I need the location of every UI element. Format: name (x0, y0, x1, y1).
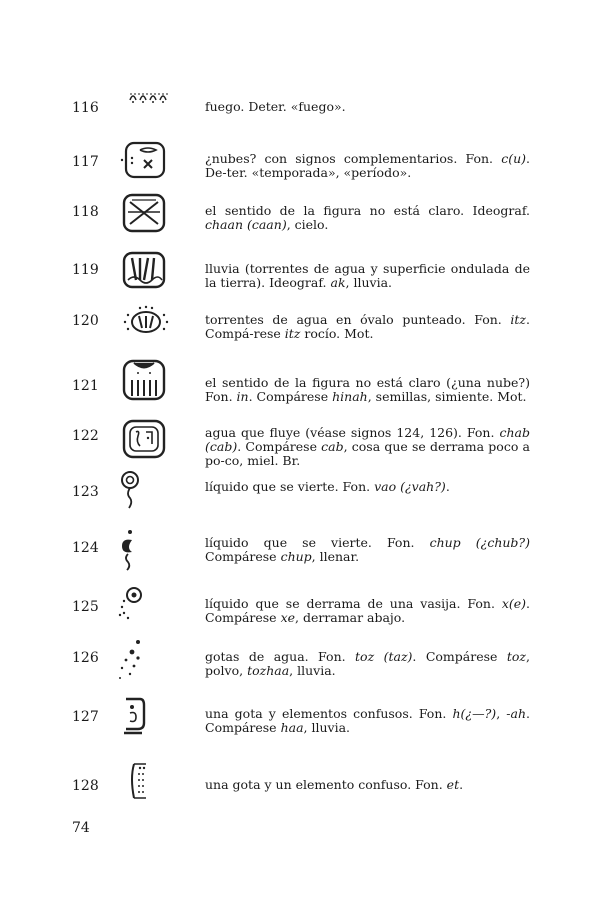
entry-number: 118 (72, 204, 99, 220)
entry-text: una gota y un elemento confuso. Fon. et. (205, 777, 464, 792)
drop-element-glyph-icon (126, 758, 186, 804)
entry-text: líquido que se vierte. Fon. chup (¿chub?) Compárese chup, llenar. (205, 535, 530, 564)
entry-text: líquido que se vierte. Fon. vao (¿vah?). (205, 479, 450, 494)
entry-text: el sentido de la figura no está claro. Ideograf. chaan (caan), cielo. (205, 203, 530, 232)
entry-number: 128 (72, 778, 99, 794)
entry-number: 124 (72, 540, 99, 556)
entry-text: lluvia (torrentes de agua y superficie ondulada de la tierra). Ideograf. ak, lluvia. (205, 261, 530, 290)
entry-number: 122 (72, 428, 99, 444)
water-drops-glyph-icon (116, 638, 176, 682)
vessel-spill-glyph-icon (116, 585, 176, 625)
cloud-lines-glyph-icon (118, 358, 178, 404)
pouring-drop-glyph-icon (116, 528, 176, 572)
entry-text: fuego. Deter. «fuego». (205, 99, 346, 114)
entry-number: 116 (72, 100, 99, 116)
fire-dots-glyph-icon (128, 90, 188, 104)
entry-number: 125 (72, 599, 99, 615)
dotted-oval-glyph-icon (120, 305, 180, 339)
entry-number: 126 (72, 650, 99, 666)
entry-number: 119 (72, 262, 99, 278)
crossed-cartouche-glyph-icon (118, 192, 178, 234)
entry-number: 121 (72, 378, 99, 394)
entry-number: 120 (72, 313, 99, 329)
flowing-water-glyph-icon (118, 418, 178, 462)
entry-number: 127 (72, 709, 99, 725)
pouring-liquid-glyph-icon (118, 470, 178, 512)
cloud-cartouche-glyph-icon (118, 140, 178, 180)
entry-number: 117 (72, 154, 99, 170)
entry-text: gotas de agua. Fon. toz (taz). Compárese toz, polvo, tozhaa, lluvia. (205, 649, 530, 678)
entry-number: 123 (72, 484, 99, 500)
entry-text: agua que fluye (véase signos 124, 126). Fon. chab (cab). Compárese cab, cosa que se derrama poco a po-co, miel. Br. (205, 425, 530, 468)
entry-text: torrentes de agua en óvalo punteado. Fon. itz. Compá-rese itz rocío. Mot. (205, 312, 530, 341)
entry-text: una gota y elementos confusos. Fon. h(¿—?), -ah. Compárese haa, lluvia. (205, 706, 530, 735)
entry-text: líquido que se derrama de una vasija. Fon. x(e). Compárese xe, derramar abajo. (205, 596, 530, 625)
drop-elements-glyph-icon (118, 695, 178, 739)
entry-text: el sentido de la figura no está claro (¿una nube?) Fon. in. Compárese hinah, semillas, simiente. Mot. (205, 375, 530, 404)
entry-text: ¿nubes? con signos complementarios. Fon. c(u). De-ter. «temporada», «período». (205, 151, 530, 180)
page-number: 74 (72, 820, 90, 836)
rain-torrent-glyph-icon (118, 250, 178, 292)
